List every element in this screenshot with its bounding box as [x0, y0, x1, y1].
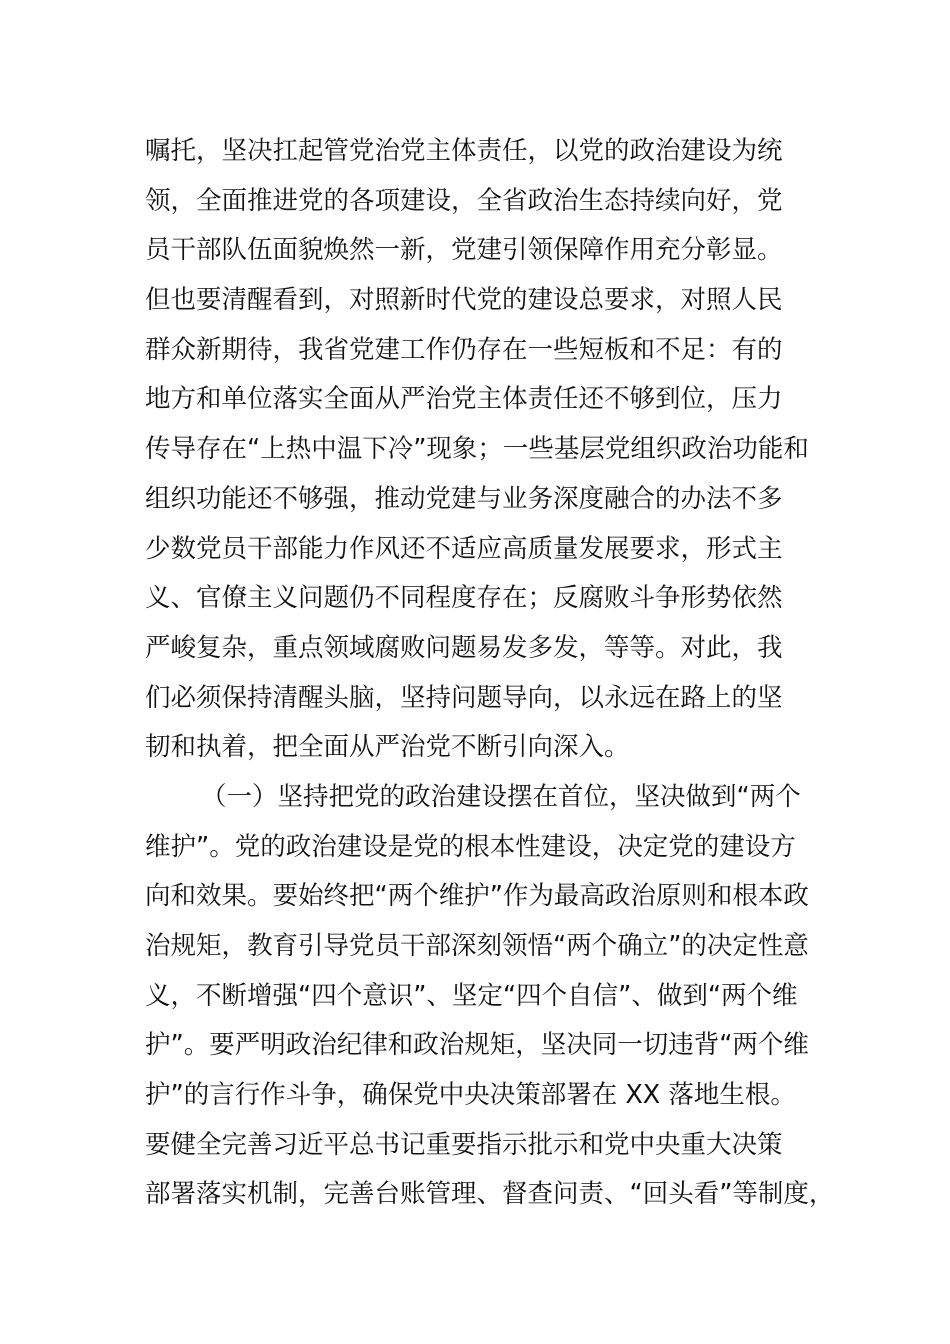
text-line: 义，不断增强“四个意识”、坚定“四个自信”、做到“两个维: [145, 980, 798, 1011]
text-line: 地方和单位落实全面从严治党主体责任还不够到位，压力: [145, 384, 783, 415]
text-line: 义、官僚主义问题仍不同程度存在；反腐败斗争形势依然: [145, 583, 783, 614]
text-line: 领，全面推进党的各项建设，全省政治生态持续向好，党: [145, 185, 783, 216]
text-line: 治规矩，教育引导党员干部深刻领悟“两个确立”的决定性意: [145, 931, 809, 961]
body-text: [145, 127, 845, 1220]
text-line: 向和效果。要始终把“两个维护”作为最高政治原则和根本政: [145, 881, 809, 912]
text-line: 但也要清醒看到，对照新时代党的建设总要求，对照人民: [145, 285, 783, 316]
text-line: 群众新期待，我省党建工作仍存在一些短板和不足：有的: [145, 334, 783, 365]
text-line: 维护”。党的政治建设是党的根本性建设，决定党的建设方: [145, 831, 796, 862]
text-line: 严峻复杂，重点领域腐败问题易发多发，等等。对此，我: [145, 632, 783, 663]
text-line: 传导存在“上热中温下冷”现象；一些基层党组织政治功能和: [145, 434, 809, 465]
text-line: 少数党员干部能力作风还不适应高质量发展要求，形式主: [145, 533, 783, 564]
text-line: 组织功能还不够强，推动党建与业务深度融合的办法不多: [145, 483, 783, 514]
text-line: 嘱托，坚决扛起管党治党主体责任，以党的政治建设为统: [145, 136, 783, 166]
section-heading-line: （一）坚持把党的政治建设摆在首位，坚决做到“两个: [201, 781, 801, 812]
text-line: 员干部队伍面貌焕然一新，党建引领保障作用充分彰显。: [145, 235, 783, 266]
text-line: 护”的言行作斗争，确保党中央决策部署在 XX 落地生根。: [145, 1080, 796, 1111]
text-line: 们必须保持清醒头脑，坚持问题导向，以永远在路上的坚: [145, 682, 783, 713]
text-line: 韧和执着，把全面从严治党不断引向深入。: [145, 732, 630, 763]
text-line: 部署落实机制，完善台账管理、督查问责、“回头看”等制度，: [145, 1179, 835, 1210]
text-line: 护”。要严明政治纪律和政治规矩，坚决同一切违背“两个维: [145, 1030, 809, 1061]
text-line: 要健全完善习近平总书记重要指示批示和党中央重大决策: [145, 1129, 783, 1160]
